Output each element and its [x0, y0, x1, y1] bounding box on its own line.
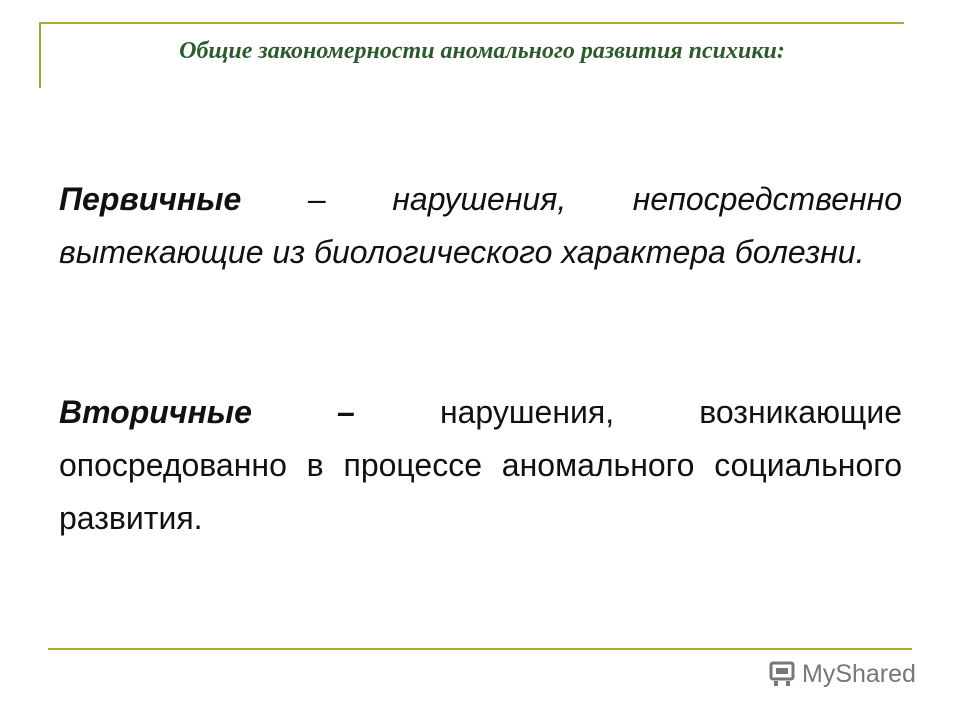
definition-primary: – нарушения, непосредственно вытекающие из биологического характера болезни.	[59, 181, 902, 270]
frame-left-line	[39, 22, 41, 88]
paragraph-primary	[59, 173, 902, 279]
frame-bottom-line	[48, 648, 912, 650]
paragraph-secondary	[59, 386, 902, 545]
watermark	[768, 656, 916, 692]
watermark-text: MyShared	[802, 659, 916, 688]
term-secondary: Вторичные –	[59, 394, 355, 430]
frame-top-line	[39, 22, 904, 24]
term-primary: Первичные	[59, 181, 242, 217]
myshared-logo-icon	[768, 659, 798, 689]
slide-title: Общие закономерности аномального развития психики:	[179, 38, 785, 64]
definition-secondary: нарушения, возникающие опосредованно в процессе аномального социального развития.	[59, 394, 902, 536]
